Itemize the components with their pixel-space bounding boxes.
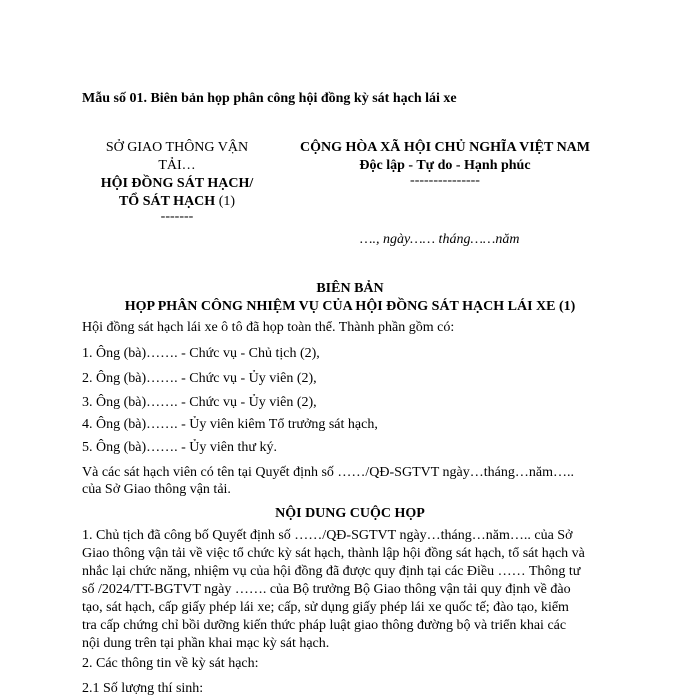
council-line-1: HỘI ĐỒNG SÁT HẠCH/ <box>100 176 254 191</box>
paragraph-line: số /2024/TT-BGTVT ngày ……. của Bộ trưởng Bộ Giao thông vận tải quy định về đào <box>82 582 571 597</box>
paragraph-line: tra cấp chứng chỉ bồi dưỡng kiến thức pháp luật giao thông đường bộ và triển khai các <box>82 618 567 633</box>
member-item: 4. Ông (bà)……. - Ủy viên kiêm Tổ trưởng sát hạch, <box>82 417 378 432</box>
member-item: 1. Ông (bà)……. - Chức vụ - Chủ tịch (2), <box>82 346 320 361</box>
left-divider: ------- <box>160 209 194 224</box>
content-heading: NỘI DUNG CUỘC HỌP <box>275 506 425 521</box>
item-2-1: 2.1 Số lượng thí sinh: <box>82 681 204 696</box>
intro-text: Hội đồng sát hạch lái xe ô tô đã họp toàn thể. Thành phần gồm có: <box>82 320 455 335</box>
paragraph-line: nhắc lại chức năng, nhiệm vụ của hội đồng đã được quy định tại các Điều …… Thông tư <box>82 564 581 579</box>
item-2: 2. Các thông tin về kỳ sát hạch: <box>82 656 259 671</box>
org-line-1: SỞ GIAO THÔNG VẬN <box>105 140 249 155</box>
paragraph-line: 1. Chủ tịch đã công bố Quyết định số ……/QĐ-SGTVT ngày…tháng…năm….. của Sở <box>82 528 573 543</box>
date-line: …., ngày…… tháng……năm <box>360 232 520 247</box>
council-note: (1) <box>215 194 236 209</box>
country-name: CỘNG HÒA XÃ HỘI CHỦ NGHĨA VIỆT NAM <box>299 140 590 155</box>
doc-title: BIÊN BẢN <box>316 281 384 296</box>
right-divider: --------------- <box>410 173 480 188</box>
paragraph-line: Giao thông vận tải về việc tổ chức kỳ sát hạch, thành lập hội đồng sát hạch, tổ sát hạch và <box>82 546 585 561</box>
header-right <box>280 139 610 187</box>
doc-subtitle: HỌP PHÂN CÔNG NHIỆM VỤ CỦA HỘI ĐỒNG SÁT HẠCH LÁI XE (1) <box>124 299 576 314</box>
paragraph-line: nội dung trên tại phần khai mạc kỳ sát hạch. <box>82 636 330 651</box>
org-line-2: TẢI… <box>158 158 196 173</box>
motto: Độc lập - Tự do - Hạnh phúc <box>359 158 531 173</box>
member-item: 2. Ông (bà)……. - Chức vụ - Ủy viên (2), <box>82 371 317 386</box>
form-title: Mẫu số 01. Biên bản họp phân công hội đồng kỳ sát hạch lái xe <box>82 91 457 106</box>
member-item: 3. Ông (bà)……. - Chức vụ - Ủy viên (2), <box>82 395 317 410</box>
council-line-2: TỔ SÁT HẠCH <box>118 194 216 209</box>
paragraph-line: tạo, sát hạch, cấp giấy phép lái xe; cấp, sử dụng giấy phép lái xe quốc tế; đào tạo, kiểm <box>82 600 569 615</box>
member-item: 5. Ông (bà)……. - Ủy viên thư ký. <box>82 440 278 455</box>
examiners-line-1: Và các sát hạch viên có tên tại Quyết định số ……/QĐ-SGTVT ngày…tháng…năm….. <box>82 465 574 480</box>
header-left <box>80 139 274 223</box>
content-paragraph-1 <box>82 527 622 653</box>
examiners-line-2: của Sở Giao thông vận tải. <box>82 482 231 497</box>
